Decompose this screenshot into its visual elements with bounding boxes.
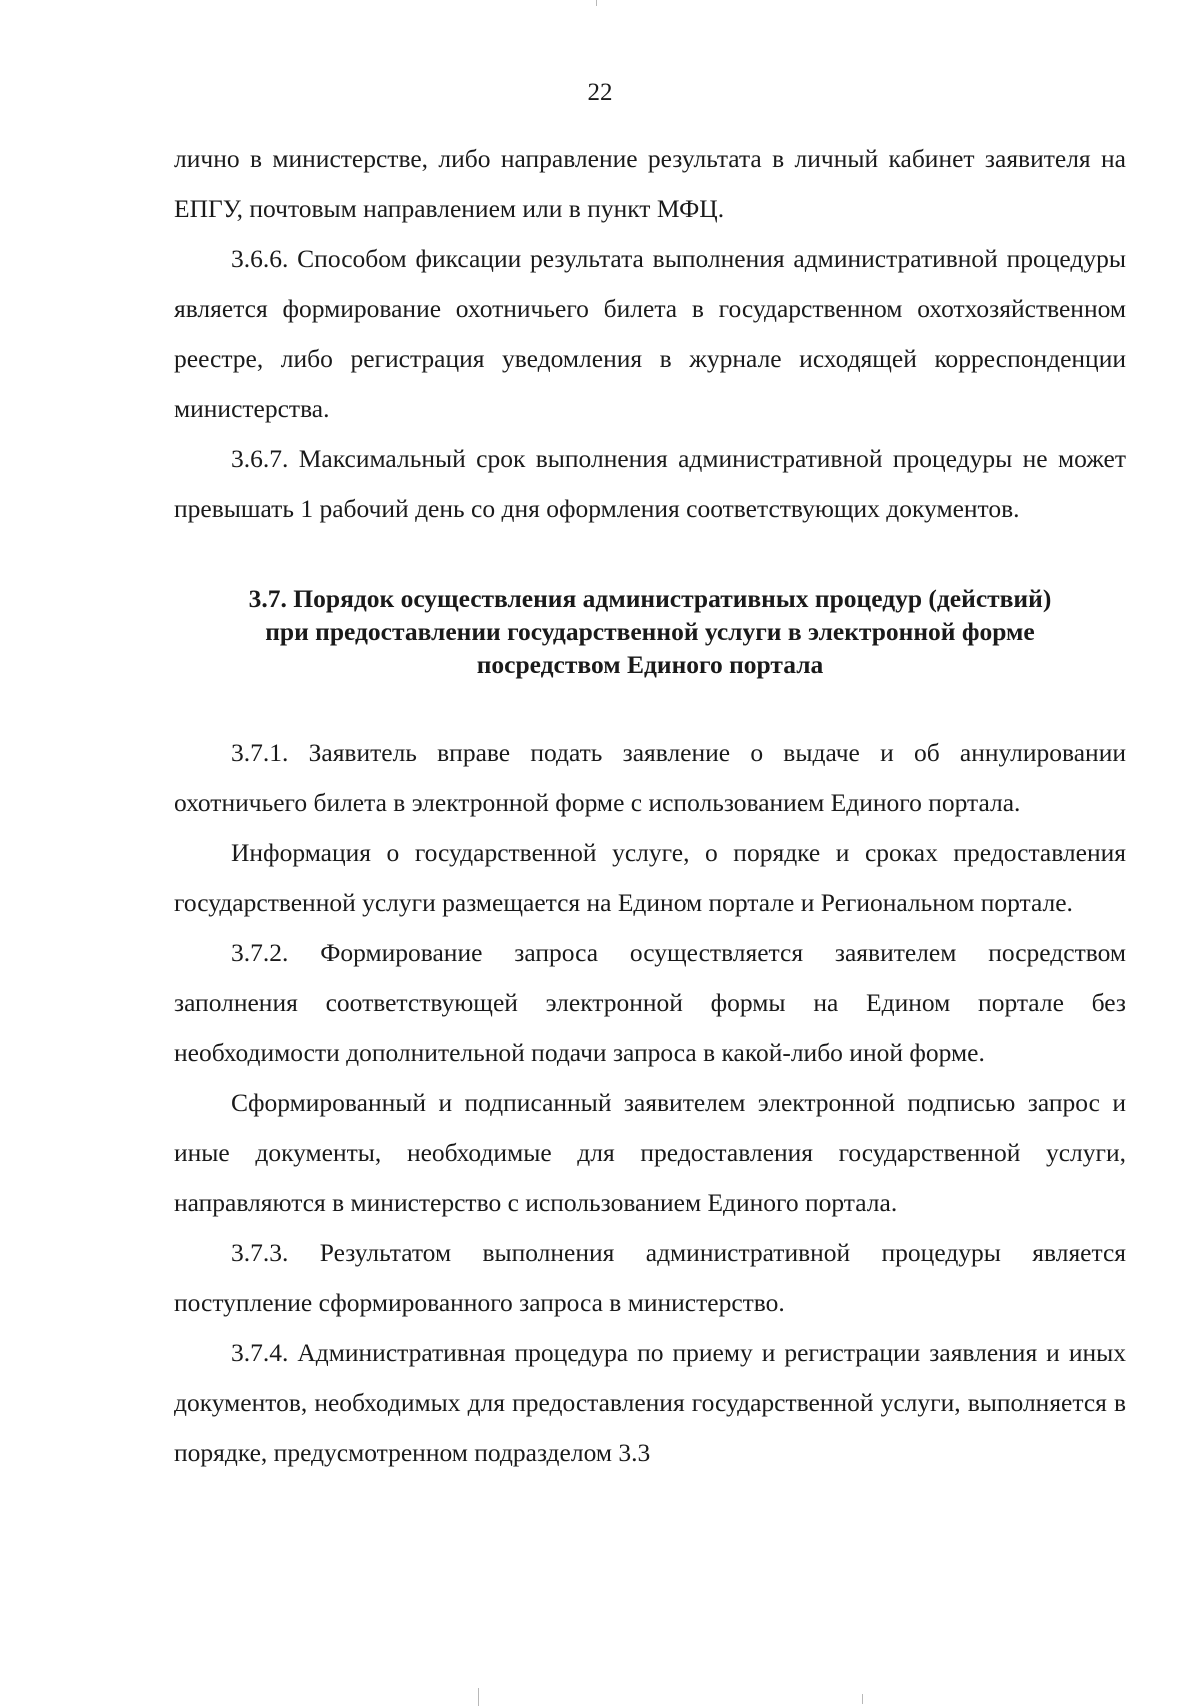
paragraph-3-6-7: 3.6.7. Максимальный срок выполнения административной процедуры не может превышать 1 рабочий день со дня оформления соответствующих документов. (174, 444, 1126, 523)
section-heading-3-7 (174, 582, 1126, 681)
paragraph-information: Информация о государственной услуге, о порядке и сроках предоставления государственной услуги размещается на Едином портале и Региональном портале. (174, 838, 1126, 917)
scan-mark-bottom-right (862, 1694, 863, 1704)
paragraph-3-7-3: 3.7.3. Результатом выполнения административной процедуры является поступление сформированного запроса в министерство. (174, 1238, 1126, 1317)
paragraph-3-7-4: 3.7.4. Административная процедура по приему и регистрации заявления и иных документов, необходимых для предоставления государственной услуги, выполняется в порядке, предусмотренном подразделом 3.3 (174, 1338, 1126, 1467)
paragraph-continuation: лично в министерстве, либо направление результата в личный кабинет заявителя на ЕПГУ, почтовым направлением или в пункт МФЦ. (174, 144, 1126, 223)
paragraph-3-7-2: 3.7.2. Формирование запроса осуществляется заявителем посредством заполнения соответствующей электронной формы на Едином портале без необходимости дополнительной подачи запроса в какой-либо иной форме. (174, 938, 1126, 1067)
section-heading-line-2: при предоставлении государственной услуги в электронной форме (265, 617, 1035, 646)
section-heading-line-1: 3.7. Порядок осуществления административных процедур (действий) (248, 584, 1052, 613)
paragraph-3-7-1: 3.7.1. Заявитель вправе подать заявление о выдаче и об аннулировании охотничьего билета в электронной форме с использованием Единого портала. (174, 738, 1126, 817)
scan-mark-top (596, 0, 597, 6)
paragraph-3-6-6: 3.6.6. Способом фиксации результата выполнения административной процедуры является формирование охотничьего билета в государственном охотхозяйственном реестре, либо регистрация уведомления в журнале исходящей корреспонденции министерства. (174, 244, 1126, 423)
paragraph-signed-request: Сформированный и подписанный заявителем электронной подписью запрос и иные документы, необходимые для предоставления государственной услуги, направляются в министерство с использованием Единого портала. (174, 1088, 1126, 1217)
scan-mark-bottom (478, 1688, 479, 1706)
document-body (174, 134, 1126, 1478)
section-heading-line-3: посредством Единого портала (476, 650, 824, 679)
page-number: 22 (587, 79, 613, 106)
